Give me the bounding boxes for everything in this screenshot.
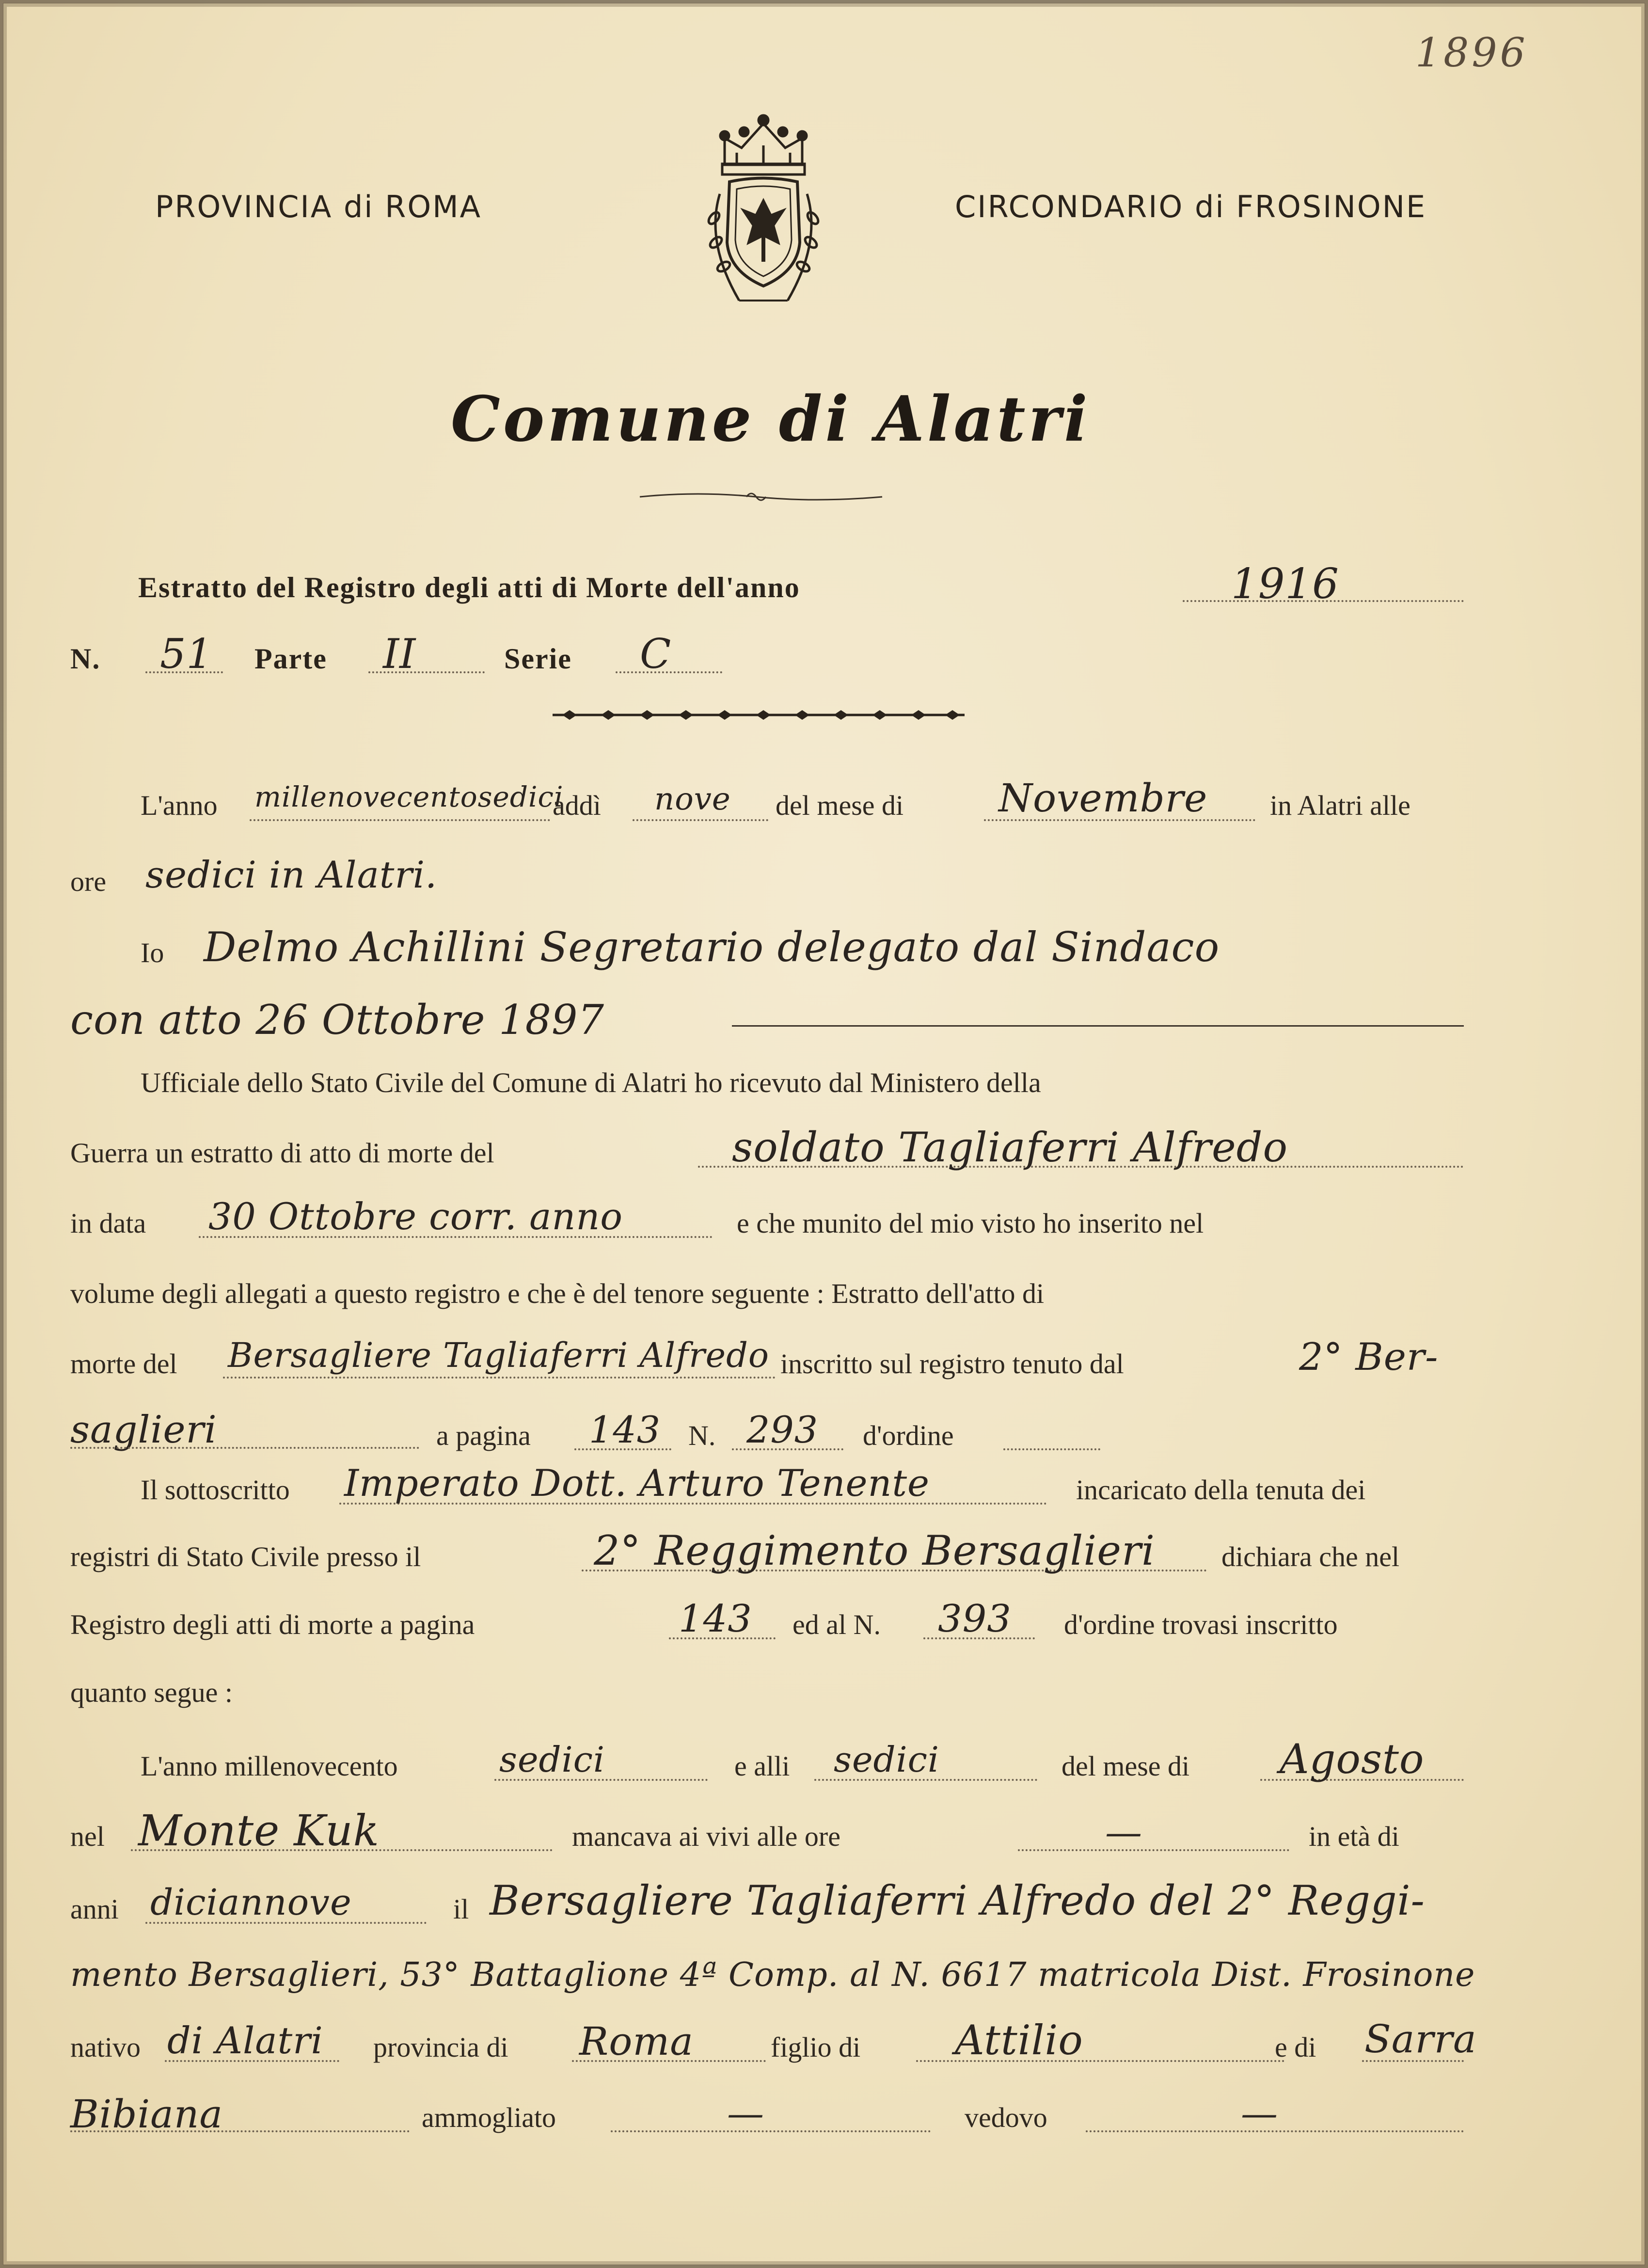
p11-text-a: registri di Stato Civile presso il [70, 1541, 421, 1572]
coat-of-arms-emblem [671, 97, 856, 320]
header-province: PROVINCIA di ROMA [155, 189, 482, 224]
crown-icon [720, 115, 807, 174]
register-label: Estratto del Registro degli atti di Morte dell'anno [138, 571, 800, 603]
p18-mother: Sarra [1364, 2016, 1477, 2062]
number-value: 51 [160, 630, 213, 678]
p18-prov: Roma [579, 2019, 694, 2064]
page-title: Comune di Alatri [451, 383, 1091, 456]
p16-text-a: anni [70, 1893, 119, 1925]
p9-text-c: d'ordine [863, 1420, 954, 1451]
p9-num: 293 [746, 1408, 819, 1451]
p16-age: diciannove [150, 1882, 352, 1923]
serie-label: Serie [504, 643, 572, 675]
p10-name: Imperato Dott. Arturo Tenente [344, 1461, 930, 1505]
header-district: CIRCONDARIO di FROSINONE [955, 189, 1427, 224]
number-label: N. [70, 643, 101, 675]
p9-register: saglieri [70, 1408, 217, 1452]
p18-father: Attilio [955, 2016, 1083, 2064]
p17-text: mento Bersaglieri, 53° Battaglione 4ª Comp. al N. 6617 matricola Dist. Frosinone [70, 1956, 1475, 1994]
p15-text-c: in età di [1309, 1821, 1399, 1852]
p9-register-line [70, 1447, 419, 1449]
p3-name: Delmo Achillini Segretario delegato dal Sindaco [204, 923, 1220, 971]
p8-text-a: morte del [70, 1348, 177, 1380]
p19-mother: Bibiana [70, 2092, 223, 2137]
p2-hour: sedici in Alatri. [145, 853, 438, 896]
p15-hour: — [1105, 1810, 1142, 1854]
p19-widow: — [1241, 2092, 1278, 2135]
p6-text-b: e che munito del mio visto ho inserito nel [737, 1207, 1204, 1239]
ornament-divider [548, 705, 969, 725]
p3-cont: con atto 26 Ottobre 1897 [70, 996, 604, 1044]
p19-mother-line [70, 2130, 410, 2132]
p9-text-a: a pagina [436, 1420, 531, 1451]
p10-text-b: incaricato della tenuta dei [1076, 1474, 1366, 1506]
p15-place: Monte Kuk [138, 1806, 380, 1856]
p12-page: 143 [679, 1597, 752, 1641]
p1-day: nove [654, 781, 731, 817]
p14-month: Agosto [1280, 1735, 1425, 1783]
p5-text-a: Guerra un estratto di atto di morte del [70, 1137, 494, 1169]
p16-name: Bersagliere Tagliaferri Alfredo del 2° Reggi- [490, 1877, 1425, 1924]
serie-value: C [640, 630, 672, 678]
p16-text-b: il [453, 1893, 469, 1925]
p1-day-line [633, 819, 768, 821]
p12-text-b: ed al N. [792, 1609, 881, 1640]
parte-value: II [383, 630, 416, 678]
p13-text: quanto segue : [70, 1677, 233, 1708]
p10-text-a: Il sottoscritto [141, 1474, 290, 1506]
p5-name: soldato Tagliaferri Alfredo [732, 1124, 1288, 1171]
p12-text-a: Registro degli atti di morte a pagina [70, 1609, 475, 1640]
p1-text-d: in Alatri alle [1270, 790, 1410, 821]
p15-hour-line [1018, 1849, 1289, 1851]
p7-text: volume degli allegati a questo registro e che è del tenore seguente : Estratto dell'atto di [70, 1278, 1045, 1309]
p14-text-b: e alli [734, 1750, 790, 1782]
p19-text-a: ammogliato [422, 2102, 556, 2133]
p18-text-b: provincia di [373, 2031, 508, 2063]
p1-text-a: L'anno [141, 790, 218, 821]
p4-text: Ufficiale dello Stato Civile del Comune di Alatri ho ricevuto dal Ministero della [141, 1067, 1041, 1098]
p3-text-a: Io [141, 937, 164, 968]
p1-text-b: addì [553, 790, 601, 821]
p14-year: sedici [499, 1739, 605, 1780]
p14-text-c: del mese di [1062, 1750, 1190, 1782]
p6-text-a: in data [70, 1207, 146, 1239]
p8-name: Bersagliere Tagliaferri Alfredo [228, 1335, 770, 1375]
p9-end-line [1003, 1448, 1100, 1450]
p1-year-line [250, 819, 550, 821]
p11-text-b: dichiara che nel [1221, 1541, 1400, 1572]
p6-date: 30 Ottobre corr. anno [208, 1195, 623, 1238]
p19-married-line [611, 2130, 931, 2132]
parte-label: Parte [254, 643, 327, 675]
p18-place: di Alatri [167, 2019, 323, 2062]
p19-text-b: vedovo [965, 2102, 1047, 2133]
p15-text-b: mancava ai vivi alle ore [572, 1821, 840, 1852]
p14-day: sedici [834, 1739, 940, 1780]
register-year: 1916 [1231, 560, 1339, 608]
p8-name-line [223, 1377, 776, 1379]
p1-month: Novembre [998, 776, 1208, 821]
p2-text-a: ore [70, 866, 107, 897]
p18-text-a: nativo [70, 2031, 141, 2063]
p12-num: 393 [938, 1597, 1012, 1641]
p3-fill-line [732, 1025, 1464, 1027]
p8-register: 2° Ber- [1299, 1335, 1439, 1379]
p9-text-b: N. [688, 1420, 716, 1451]
p1-text-c: del mese di [776, 790, 904, 821]
p19-married: — [727, 2092, 764, 2135]
p9-page: 143 [589, 1408, 661, 1451]
p15-text-a: nel [70, 1821, 105, 1852]
p12-text-c: d'ordine trovasi inscritto [1064, 1609, 1338, 1640]
p18-text-d: e di [1275, 2031, 1316, 2063]
p8-text-b: inscritto sul registro tenuto dal [780, 1348, 1124, 1380]
p11-unit: 2° Reggimento Bersaglieri [594, 1527, 1156, 1574]
shield-icon [727, 178, 800, 286]
p1-year-words: millenovecentosedici [254, 780, 564, 813]
corner-year-annotation: 1896 [1415, 30, 1528, 76]
p14-text-a: L'anno millenovecento [141, 1750, 398, 1782]
p18-text-c: figlio di [771, 2031, 861, 2063]
title-flourish-divider [635, 487, 887, 507]
